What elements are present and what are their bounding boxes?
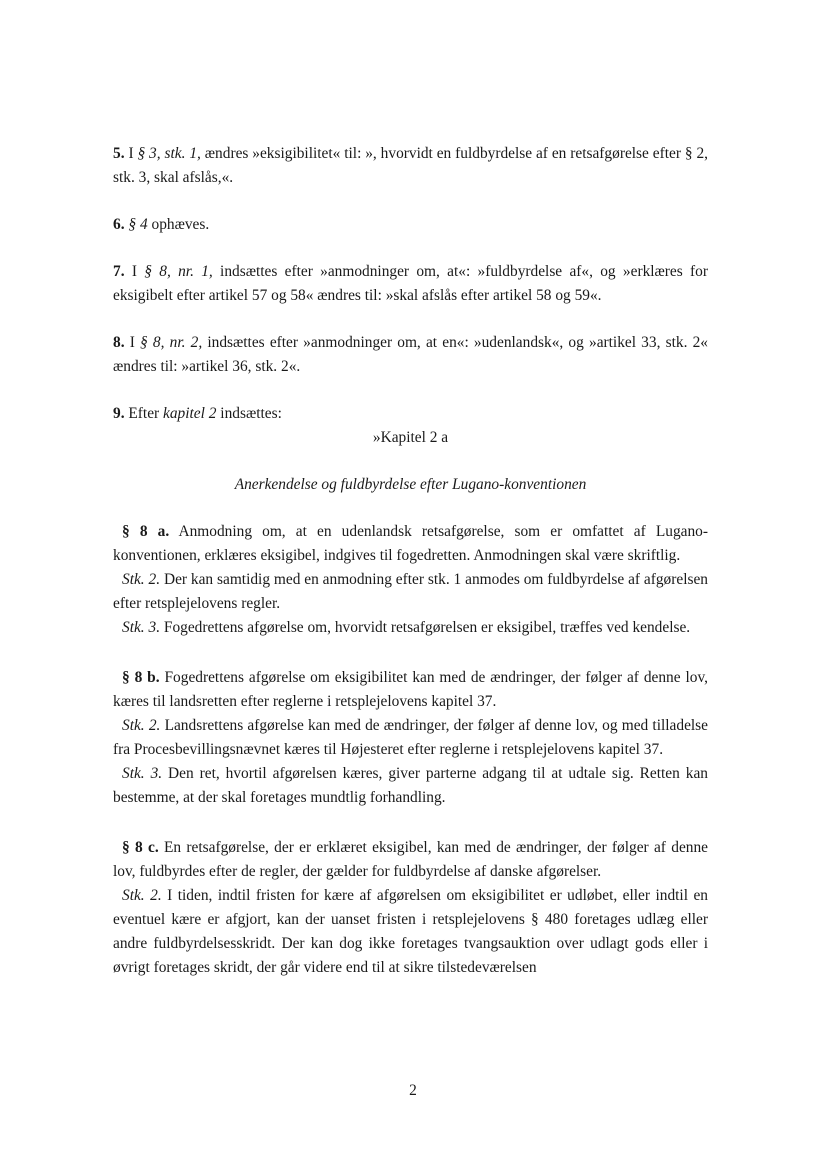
item-5: 5. I § 3, stk. 1, ændres »eksigibilitet« til: », hvorvidt en fuldbyrdelse af en retsafgørelse efter § 2, stk. 3, skal afslås,«.	[113, 145, 708, 186]
item-number: 7.	[113, 263, 125, 280]
item-reference: § 8, nr. 1,	[144, 263, 213, 280]
stk-label: Stk. 3.	[122, 619, 161, 636]
item-8: 8. I § 8, nr. 2, indsættes efter »anmodninger om, at en«: »udenlandsk«, og »artikel 33, stk. 2« ændres til: »artikel 36, stk. 2«.	[113, 334, 708, 375]
section-8c-stk2: Stk. 2. I tiden, indtil fristen for kære af afgørelsen om eksigibilitet er udløbet, eller indtil en eventuel kære er afgjort, kan der uanset fristen i retsplejelovens § 480 foretages udlæg eller andre fuldbyrdelsesskridt. Der kan dog ikke foretages tvangsauktion over udlagt gods eller i øvrigt foretages skridt, der går videre end til at sikre tilstedeværelsen	[113, 887, 708, 976]
item-6: 6. § 4 ophæves.	[113, 216, 210, 233]
section-8b: § 8 b. Fogedrettens afgørelse om eksigibilitet kan med de ændringer, der følger af denne lov, kæres til landsretten efter reglerne i retsplejelovens kapitel 37.	[113, 669, 708, 710]
item-reference: kapitel 2	[163, 405, 217, 422]
item-7: 7. I § 8, nr. 1, indsættes efter »anmodninger om, at«: »fuldbyrdelse af«, og »erklæres for eksigibelt efter artikel 57 og 58« ændres til: »skal afslås efter artikel 58 og 59«.	[113, 263, 708, 304]
page-number: 2	[409, 1082, 417, 1099]
section-label: § 8 a.	[122, 523, 170, 540]
item-reference: § 4	[128, 216, 148, 233]
stk-label: Stk. 2.	[122, 887, 162, 904]
item-number: 5.	[113, 145, 125, 162]
stk-label: Stk. 2.	[122, 717, 161, 734]
section-8b-stk2: Stk. 2. Landsrettens afgørelse kan med de ændringer, der følger af denne lov, og med tilladelse fra Procesbevillingsnævnet kæres til Højesteret efter reglerne i retsplejelovens kapitel 37.	[113, 717, 708, 758]
stk-label: Stk. 3.	[122, 765, 163, 782]
item-number: 6.	[113, 216, 125, 233]
chapter-subtitle: Anerkendelse og fuldbyrdelse efter Lugano-konventionen	[234, 476, 587, 493]
section-8a-stk2: Stk. 2. Der kan samtidig med en anmodning efter stk. 1 anmodes om fuldbyrdelse af afgørelsen efter retsplejelovens regler.	[113, 571, 708, 612]
section-8c: § 8 c. En retsafgørelse, der er erklæret eksigibel, kan med de ændringer, der følger af denne lov, fuldbyrdes efter de regler, der gælder for fuldbyrdelse af danske afgørelser.	[113, 839, 708, 880]
chapter-title: »Kapitel 2 a	[372, 429, 449, 446]
item-9: 9. Efter kapitel 2 indsættes:	[113, 405, 282, 422]
item-reference: § 8, nr. 2,	[140, 334, 203, 351]
item-number: 8.	[113, 334, 125, 351]
section-label: § 8 c.	[122, 839, 159, 856]
document-body	[113, 142, 708, 980]
item-number: 9.	[113, 405, 125, 422]
section-8a: § 8 a. Anmodning om, at en udenlandsk retsafgørelse, som er omfattet af Lugano-konventionen, erklæres eksigibel, indgives til fogedretten. Anmodningen skal være skriftlig.	[113, 523, 708, 564]
section-label: § 8 b.	[122, 669, 160, 686]
stk-label: Stk. 2.	[122, 571, 161, 588]
item-reference: § 3, stk. 1,	[137, 145, 201, 162]
section-8a-stk3: Stk. 3. Fogedrettens afgørelse om, hvorvidt retsafgørelsen er eksigibel, træffes ved kendelse.	[122, 619, 691, 636]
section-8b-stk3: Stk. 3. Den ret, hvortil afgørelsen kæres, giver parterne adgang til at udtale sig. Retten kan bestemme, at der skal foretages mundtlig forhandling.	[113, 765, 708, 806]
